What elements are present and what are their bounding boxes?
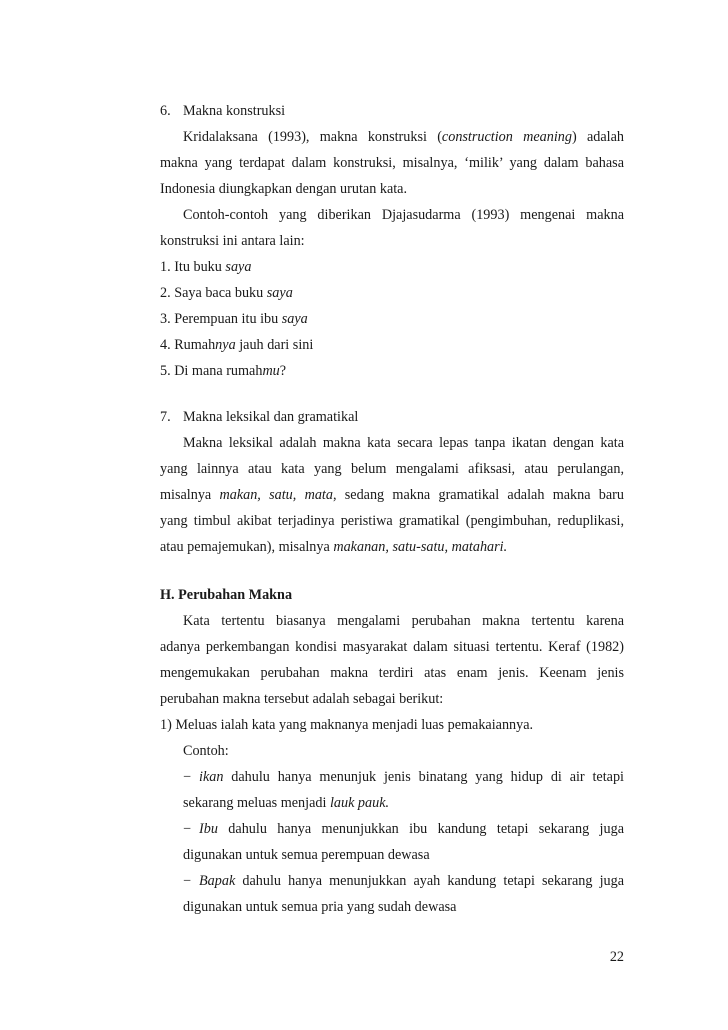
example-label: Contoh: xyxy=(183,743,229,759)
paragraph-line: yang timbul akibat terjadinya peristiwa gramatikal (pengimbuhan, reduplikasi, xyxy=(160,513,624,529)
section-number: 7. xyxy=(160,409,171,425)
spacer xyxy=(160,560,624,582)
example-item: 2. Saya baca buku saya xyxy=(160,285,293,301)
paragraph-line: Indonesia diungkapkan dengan urutan kata. xyxy=(160,181,408,197)
section-title: Makna leksikal dan gramatikal xyxy=(183,409,359,425)
section-h-heading: H. Perubahan Makna xyxy=(160,587,293,603)
italic-term: construction meaning xyxy=(441,129,572,145)
paragraph-line: Contoh-contoh yang diberikan Djajasudarma (1993) mengenai makna xyxy=(183,207,624,223)
section-number: 6. xyxy=(160,103,171,119)
example-line: digunakan untuk semua perempuan dewasa xyxy=(183,847,430,863)
example-line: − Bapak dahulu hanya menunjukkan ayah kandung tetapi sekarang juga xyxy=(160,868,624,894)
paragraph-line: konstruksi ini antara lain: xyxy=(160,233,305,249)
page-number: 22 xyxy=(609,949,624,965)
dash-bullet: − xyxy=(183,821,192,837)
example-line: − Ibu dahulu hanya menunjukkan ibu kandung tetapi sekarang juga xyxy=(160,816,624,842)
paragraph-line: Kata tertentu biasanya mengalami perubahan makna tertentu karena xyxy=(183,613,624,629)
example-line: digunakan untuk semua pria yang sudah dewasa xyxy=(183,899,457,915)
dash-bullet: − xyxy=(183,769,192,785)
paragraph-line: adanya perkembangan kondisi masyarakat dalam situasi tertentu. Keraf (1982) xyxy=(160,639,624,655)
spacer xyxy=(160,384,624,404)
paragraph-line: mengemukakan perubahan makna terdiri atas enam jenis. Keenam jenis xyxy=(160,665,624,681)
paragraph-line: atau pemajemukan), misalnya makanan, satu-satu, matahari. xyxy=(160,539,508,555)
example-item: 3. Perempuan itu ibu saya xyxy=(160,311,308,327)
paragraph-line: misalnya makan, satu, mata, sedang makna gramatikal adalah makna baru xyxy=(160,487,624,503)
list-item: 1) Meluas ialah kata yang maknanya menjadi luas pemakaiannya. xyxy=(160,717,534,733)
example-item: 5. Di mana rumahmu? xyxy=(160,363,287,379)
dash-bullet: − xyxy=(183,873,192,889)
paragraph-line: makna yang terdapat dalam konstruksi, misalnya, ‘milik’ yang dalam bahasa xyxy=(160,155,624,171)
example-line: sekarang meluas menjadi lauk pauk. xyxy=(183,795,390,811)
paragraph-line: Makna leksikal adalah makna kata secara lepas tanpa ikatan dengan kata xyxy=(183,435,624,451)
paragraph-line: yang lainnya atau kata yang belum mengalami afiksasi, atau perulangan, xyxy=(160,461,624,477)
page-content xyxy=(160,98,624,920)
paragraph-line: perubahan makna tersebut adalah sebagai berikut: xyxy=(160,691,444,707)
section-title: Makna konstruksi xyxy=(183,103,286,119)
paragraph-line: Kridalaksana (1993), makna konstruksi (construction meaning) adalah xyxy=(183,129,624,145)
example-line: − ikan dahulu hanya menunjuk jenis binatang yang hidup di air tetapi xyxy=(160,764,624,790)
section-7-heading xyxy=(160,404,624,430)
example-item: 1. Itu buku saya xyxy=(160,259,252,275)
example-item: 4. Rumahnya jauh dari sini xyxy=(160,337,314,353)
section-6-heading xyxy=(160,98,624,124)
